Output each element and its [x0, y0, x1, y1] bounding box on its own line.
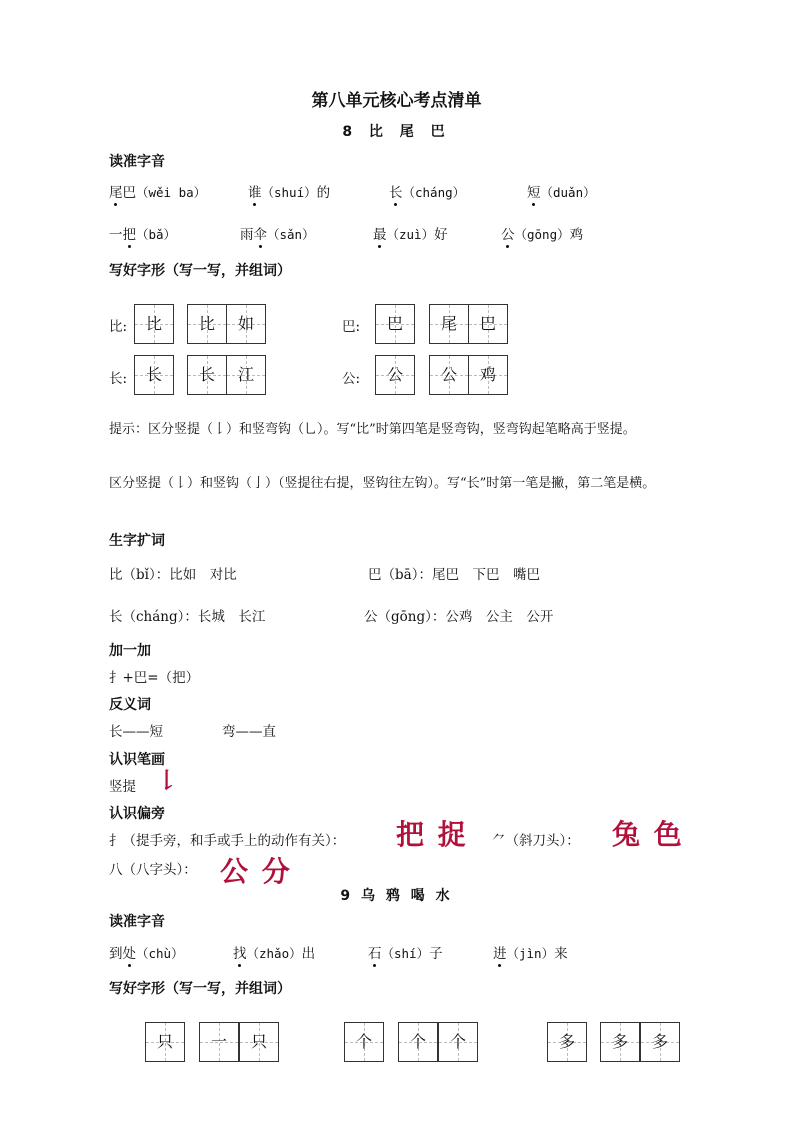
antonym-pair: 长——短	[109, 724, 163, 740]
antonym-label: 反义词	[109, 697, 151, 713]
radical-examples: 公 分	[220, 855, 292, 888]
read-item: 长（cháng）	[389, 181, 465, 201]
expand-item: 巴（bā）：尾巴 下巴 嘴巴	[368, 567, 540, 583]
writing-grid-box: 个	[344, 1022, 384, 1062]
page-title: 第八单元核心考点清单	[311, 91, 482, 111]
read-item: 到处（chù）	[109, 942, 184, 962]
read-item: 雨伞（sǎn）	[240, 223, 315, 243]
stroke-glyph: 𠄌	[156, 768, 179, 794]
read-item: 尾巴（wěi ba）	[109, 181, 206, 201]
writing-grid-box: 江	[226, 355, 266, 395]
expand-item: 公（gōng）：公鸡 公主 公开	[364, 609, 554, 625]
writing-grid-box: 长	[134, 355, 174, 395]
radical-examples: 把 捉	[396, 818, 468, 851]
writing-grid-box: 尾	[429, 304, 469, 344]
radical-label: 认识偏旁	[109, 806, 165, 822]
expand-label: 生字扩词	[109, 533, 165, 549]
writing-grid-box: 如	[226, 304, 266, 344]
read-item: 进（jìn）来	[493, 942, 568, 962]
writing-grid-box: 巴	[468, 304, 508, 344]
writing-grid-box: 个	[438, 1022, 478, 1062]
radical-desc: ⺈（斜刀头）：	[492, 833, 580, 849]
expand-item: 长（cháng）：长城 长江	[109, 609, 266, 625]
read-item: 石（shí）子	[368, 942, 443, 962]
tip-paragraph: 提示：区分竖提（𠄌）和竖弯钩（乚）。写“比”时第四笔是竖弯钩，竖弯钩起笔略高于竖提。	[109, 422, 636, 437]
read-item: 一把（bǎ）	[109, 223, 176, 243]
char-label: 长:	[109, 371, 128, 387]
writing-grid-box: 多	[547, 1022, 587, 1062]
tip-paragraph: 区分竖提（𠄌）和竖钩（亅）（竖提往右提，竖钩往左钩）。写“长”时第一笔是撇，第二笔是横。	[109, 476, 656, 491]
writing-grid-box: 个	[398, 1022, 438, 1062]
read-item: 找（zhǎo）出	[233, 942, 315, 962]
write-label: 写好字形（写一写，并组词）	[109, 981, 291, 997]
lesson-9-heading: 9 乌 鸦 喝 水	[340, 888, 453, 904]
writing-grid-box: 只	[239, 1022, 279, 1062]
writing-grid-box: 鸡	[468, 355, 508, 395]
char-label: 比:	[109, 319, 128, 335]
writing-grid-box: 多	[600, 1022, 640, 1062]
radical-examples: 兔 色	[612, 818, 684, 851]
antonym-pair: 弯——直	[222, 724, 276, 740]
radical-desc: 扌（提手旁，和手或手上的动作有关）：	[109, 833, 346, 849]
writing-grid-box: 公	[429, 355, 469, 395]
char-label: 公:	[342, 371, 361, 387]
writing-grid-box: 巴	[375, 304, 415, 344]
writing-grid-box: 长	[187, 355, 227, 395]
add-text: 扌+巴=（把）	[109, 670, 200, 686]
writing-grid-box: 只	[145, 1022, 185, 1062]
read-item: 短（duǎn）	[527, 181, 596, 201]
writing-grid-box: 比	[187, 304, 227, 344]
read-item: 最（zuì）好	[373, 223, 448, 243]
stroke-name: 竖提	[109, 779, 136, 795]
writing-grid-box: 公	[375, 355, 415, 395]
writing-grid-box: 多	[640, 1022, 680, 1062]
char-label: 巴:	[342, 319, 361, 335]
read-item: 公（gōng）鸡	[501, 223, 583, 243]
stroke-label: 认识笔画	[109, 752, 165, 768]
radical-desc: 八（八字头）：	[109, 862, 197, 878]
expand-item: 比（bǐ）：比如 对比	[109, 567, 237, 583]
writing-grid-box: 比	[134, 304, 174, 344]
lesson-8-heading: 8 比 尾 巴	[342, 124, 451, 140]
read-label: 读准字音	[109, 154, 165, 170]
read-label: 读准字音	[109, 914, 165, 930]
write-label: 写好字形（写一写，并组词）	[109, 263, 291, 279]
add-label: 加一加	[109, 643, 151, 659]
read-item: 谁（shuí）的	[248, 181, 330, 201]
writing-grid-box: 一	[199, 1022, 239, 1062]
